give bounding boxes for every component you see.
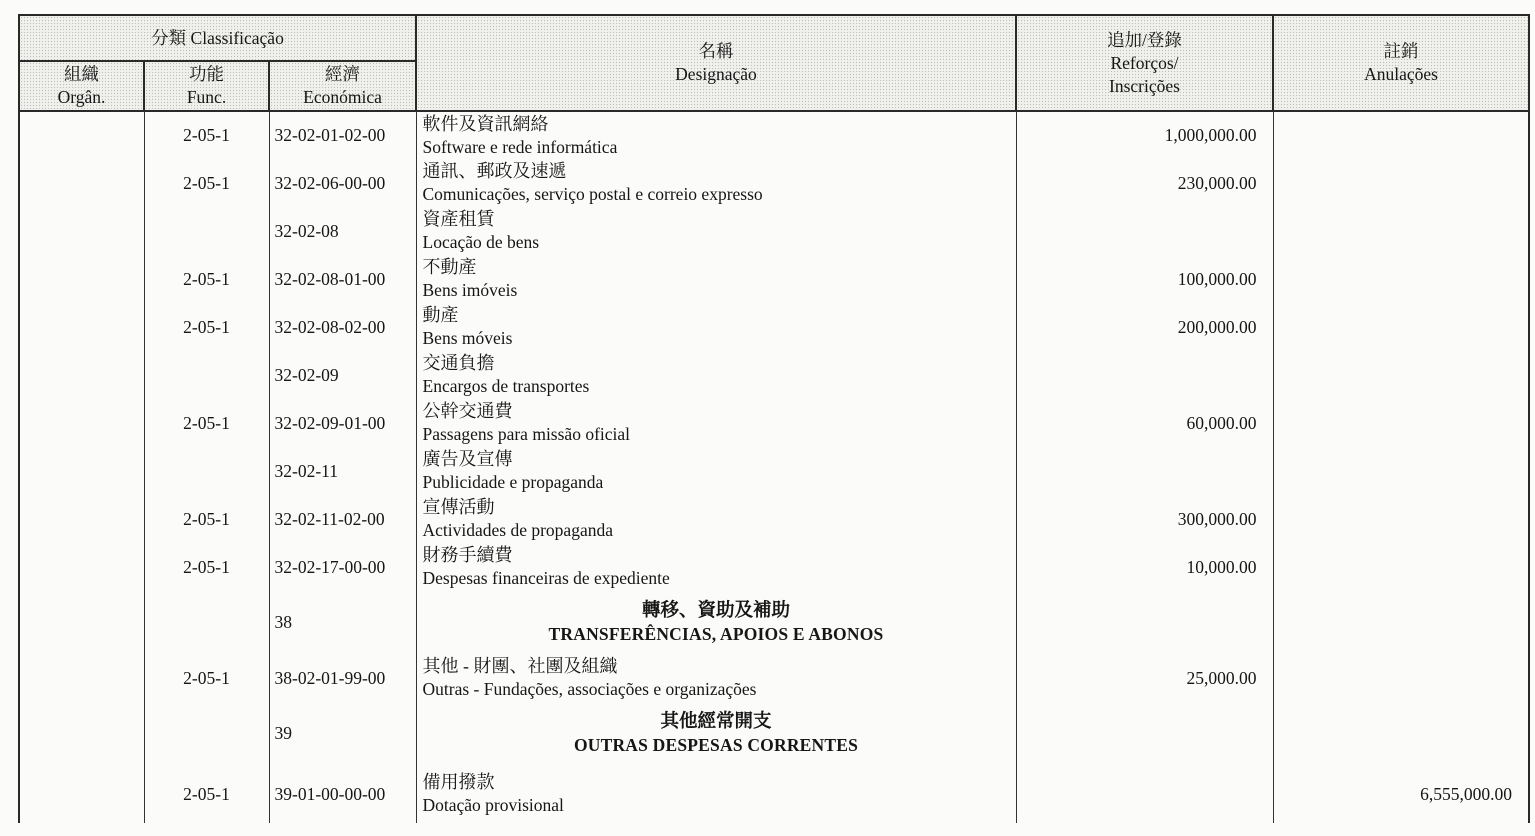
designation-zh: 財務手續費 bbox=[422, 545, 513, 565]
designation-cell bbox=[416, 399, 1016, 447]
header-econ bbox=[269, 61, 416, 111]
designation-zh: 備用撥款 bbox=[422, 772, 495, 792]
header-reforcos-pt2: Inscrições bbox=[1109, 75, 1180, 96]
func-code-cell bbox=[144, 702, 269, 765]
designation-cell bbox=[416, 207, 1016, 255]
designation-cell bbox=[416, 591, 1016, 654]
header-func-zh: 功能 bbox=[189, 64, 224, 84]
reforcos-amount-cell bbox=[1016, 702, 1273, 765]
reforcos-amount-cell: 1,000,000.00 bbox=[1016, 111, 1273, 159]
header-organ-zh: 組織 bbox=[64, 64, 99, 84]
func-code-cell: 2-05-1 bbox=[144, 543, 269, 591]
organ-code-cell bbox=[19, 351, 144, 399]
econ-code-cell: 39 bbox=[269, 702, 416, 765]
designation-pt: Despesas financeiras de expediente bbox=[422, 568, 670, 588]
reforcos-amount-cell bbox=[1016, 351, 1273, 399]
designation-zh: 交通負擔 bbox=[422, 353, 495, 373]
designation-pt: Locação de bens bbox=[422, 232, 540, 252]
table-row bbox=[19, 654, 1529, 702]
designation-pt: TRANSFERÊNCIAS, APOIOS E ABONOS bbox=[548, 623, 884, 644]
table-row bbox=[19, 255, 1529, 303]
designation-zh: 轉移、資助及補助 bbox=[641, 600, 790, 621]
designation-zh: 廣告及宣傳 bbox=[422, 449, 513, 469]
designation-pt: Actividades de propaganda bbox=[422, 520, 613, 540]
header-reforcos bbox=[1016, 15, 1273, 111]
table-row bbox=[19, 702, 1529, 765]
anulacoes-amount-cell bbox=[1273, 654, 1529, 702]
header-reforcos-pt1: Reforços/ bbox=[1110, 52, 1179, 73]
econ-code-cell: 32-02-08-01-00 bbox=[269, 255, 416, 303]
header-row-classification bbox=[19, 15, 1529, 61]
reforcos-amount-cell: 60,000.00 bbox=[1016, 399, 1273, 447]
reforcos-amount-cell bbox=[1016, 447, 1273, 495]
econ-code-cell: 39-01-00-00-00 bbox=[269, 765, 416, 823]
header-func bbox=[144, 61, 269, 111]
econ-code-cell: 32-02-09-01-00 bbox=[269, 399, 416, 447]
designation-pt: Bens móveis bbox=[422, 328, 513, 348]
designation-pt: Dotação provisional bbox=[422, 795, 564, 815]
reforcos-amount-cell bbox=[1016, 765, 1273, 823]
anulacoes-amount-cell bbox=[1273, 207, 1529, 255]
table-header bbox=[19, 15, 1529, 111]
anulacoes-amount-cell bbox=[1273, 702, 1529, 765]
designation-cell bbox=[416, 159, 1016, 207]
econ-code-cell: 32-02-17-00-00 bbox=[269, 543, 416, 591]
table-row bbox=[19, 495, 1529, 543]
table-row bbox=[19, 303, 1529, 351]
func-code-cell: 2-05-1 bbox=[144, 399, 269, 447]
reforcos-amount-cell bbox=[1016, 591, 1273, 654]
reforcos-amount-cell: 230,000.00 bbox=[1016, 159, 1273, 207]
designation-pt: Comunicações, serviço postal e correio expresso bbox=[422, 184, 763, 204]
designation-cell bbox=[416, 303, 1016, 351]
table-row bbox=[19, 591, 1529, 654]
reforcos-amount-cell: 10,000.00 bbox=[1016, 543, 1273, 591]
reforcos-amount-cell: 25,000.00 bbox=[1016, 654, 1273, 702]
func-code-cell: 2-05-1 bbox=[144, 111, 269, 159]
organ-code-cell bbox=[19, 654, 144, 702]
organ-code-cell bbox=[19, 447, 144, 495]
designation-pt: Bens imóveis bbox=[422, 280, 518, 300]
table-row bbox=[19, 159, 1529, 207]
anulacoes-amount-cell bbox=[1273, 159, 1529, 207]
header-organ bbox=[19, 61, 144, 111]
econ-code-cell: 38-02-01-99-00 bbox=[269, 654, 416, 702]
func-code-cell bbox=[144, 351, 269, 399]
organ-code-cell bbox=[19, 495, 144, 543]
organ-code-cell bbox=[19, 111, 144, 159]
designation-cell bbox=[416, 111, 1016, 159]
designation-cell bbox=[416, 543, 1016, 591]
anulacoes-amount-cell: 6,555,000.00 bbox=[1273, 765, 1529, 823]
func-code-cell: 2-05-1 bbox=[144, 303, 269, 351]
reforcos-amount-cell: 100,000.00 bbox=[1016, 255, 1273, 303]
designation-cell bbox=[416, 765, 1016, 823]
func-code-cell: 2-05-1 bbox=[144, 255, 269, 303]
anulacoes-amount-cell bbox=[1273, 591, 1529, 654]
designation-zh: 不動產 bbox=[422, 257, 477, 277]
anulacoes-amount-cell bbox=[1273, 543, 1529, 591]
anulacoes-amount-cell bbox=[1273, 255, 1529, 303]
econ-code-cell: 32-02-09 bbox=[269, 351, 416, 399]
table-row bbox=[19, 543, 1529, 591]
anulacoes-amount-cell bbox=[1273, 303, 1529, 351]
econ-code-cell: 32-02-08-02-00 bbox=[269, 303, 416, 351]
header-organ-pt: Orgân. bbox=[57, 87, 106, 107]
organ-code-cell bbox=[19, 543, 144, 591]
econ-code-cell: 38 bbox=[269, 591, 416, 654]
func-code-cell: 2-05-1 bbox=[144, 495, 269, 543]
designation-zh: 資產租賃 bbox=[422, 209, 495, 229]
designation-zh: 軟件及資訊網絡 bbox=[422, 113, 549, 134]
designation-cell bbox=[416, 702, 1016, 765]
reforcos-amount-cell: 200,000.00 bbox=[1016, 303, 1273, 351]
func-code-cell bbox=[144, 591, 269, 654]
func-code-cell: 2-05-1 bbox=[144, 765, 269, 823]
reforcos-amount-cell: 300,000.00 bbox=[1016, 495, 1273, 543]
organ-code-cell bbox=[19, 207, 144, 255]
designation-pt: Encargos de transportes bbox=[422, 376, 590, 396]
header-econ-pt: Económica bbox=[303, 87, 382, 107]
anulacoes-amount-cell bbox=[1273, 447, 1529, 495]
header-func-pt: Func. bbox=[186, 87, 227, 107]
header-designation-pt: Designação bbox=[675, 64, 757, 84]
organ-code-cell bbox=[19, 702, 144, 765]
designation-zh: 公幹交通費 bbox=[422, 401, 513, 421]
table-body bbox=[19, 111, 1529, 823]
table-row bbox=[19, 765, 1529, 823]
designation-zh: 宣傳活動 bbox=[422, 497, 495, 517]
header-classification bbox=[19, 15, 416, 61]
header-anulacoes-zh: 註銷 bbox=[1383, 41, 1419, 61]
designation-cell bbox=[416, 447, 1016, 495]
econ-code-cell: 32-02-11 bbox=[269, 447, 416, 495]
header-designation-zh: 名稱 bbox=[698, 41, 734, 61]
header-reforcos-zh: 追加/登錄 bbox=[1107, 29, 1182, 50]
table-row bbox=[19, 111, 1529, 159]
organ-code-cell bbox=[19, 399, 144, 447]
designation-zh: 其他經常開支 bbox=[660, 711, 772, 732]
header-econ-zh: 經濟 bbox=[325, 64, 360, 84]
func-code-cell bbox=[144, 447, 269, 495]
organ-code-cell bbox=[19, 591, 144, 654]
designation-pt: Passagens para missão oficial bbox=[422, 424, 631, 444]
designation-zh: 其他 - 財團、社團及組織 bbox=[422, 656, 618, 676]
func-code-cell: 2-05-1 bbox=[144, 654, 269, 702]
designation-pt: OUTRAS DESPESAS CORRENTES bbox=[573, 734, 859, 755]
econ-code-cell: 32-02-11-02-00 bbox=[269, 495, 416, 543]
designation-zh: 通訊、郵政及速遞 bbox=[422, 161, 567, 181]
anulacoes-amount-cell bbox=[1273, 351, 1529, 399]
header-classification-label: 分類 Classificação bbox=[151, 27, 284, 48]
table-row bbox=[19, 207, 1529, 255]
designation-pt: Publicidade e propaganda bbox=[422, 472, 604, 492]
organ-code-cell bbox=[19, 255, 144, 303]
reforcos-amount-cell bbox=[1016, 207, 1273, 255]
header-anulacoes-pt: Anulações bbox=[1364, 64, 1438, 84]
table-row bbox=[19, 447, 1529, 495]
designation-cell bbox=[416, 654, 1016, 702]
econ-code-cell: 32-02-01-02-00 bbox=[269, 111, 416, 159]
designation-zh: 動產 bbox=[422, 305, 459, 325]
designation-cell bbox=[416, 255, 1016, 303]
header-designation bbox=[416, 15, 1016, 111]
designation-pt: Software e rede informática bbox=[422, 136, 618, 157]
anulacoes-amount-cell bbox=[1273, 399, 1529, 447]
table-row bbox=[19, 399, 1529, 447]
anulacoes-amount-cell bbox=[1273, 495, 1529, 543]
designation-cell bbox=[416, 495, 1016, 543]
designation-pt: Outras - Fundações, associações e organizações bbox=[422, 679, 757, 699]
econ-code-cell: 32-02-06-00-00 bbox=[269, 159, 416, 207]
organ-code-cell bbox=[19, 765, 144, 823]
econ-code-cell: 32-02-08 bbox=[269, 207, 416, 255]
organ-code-cell bbox=[19, 159, 144, 207]
func-code-cell: 2-05-1 bbox=[144, 159, 269, 207]
budget-table bbox=[18, 14, 1530, 823]
anulacoes-amount-cell bbox=[1273, 111, 1529, 159]
header-anulacoes bbox=[1273, 15, 1529, 111]
table-row bbox=[19, 351, 1529, 399]
designation-cell bbox=[416, 351, 1016, 399]
func-code-cell bbox=[144, 207, 269, 255]
organ-code-cell bbox=[19, 303, 144, 351]
